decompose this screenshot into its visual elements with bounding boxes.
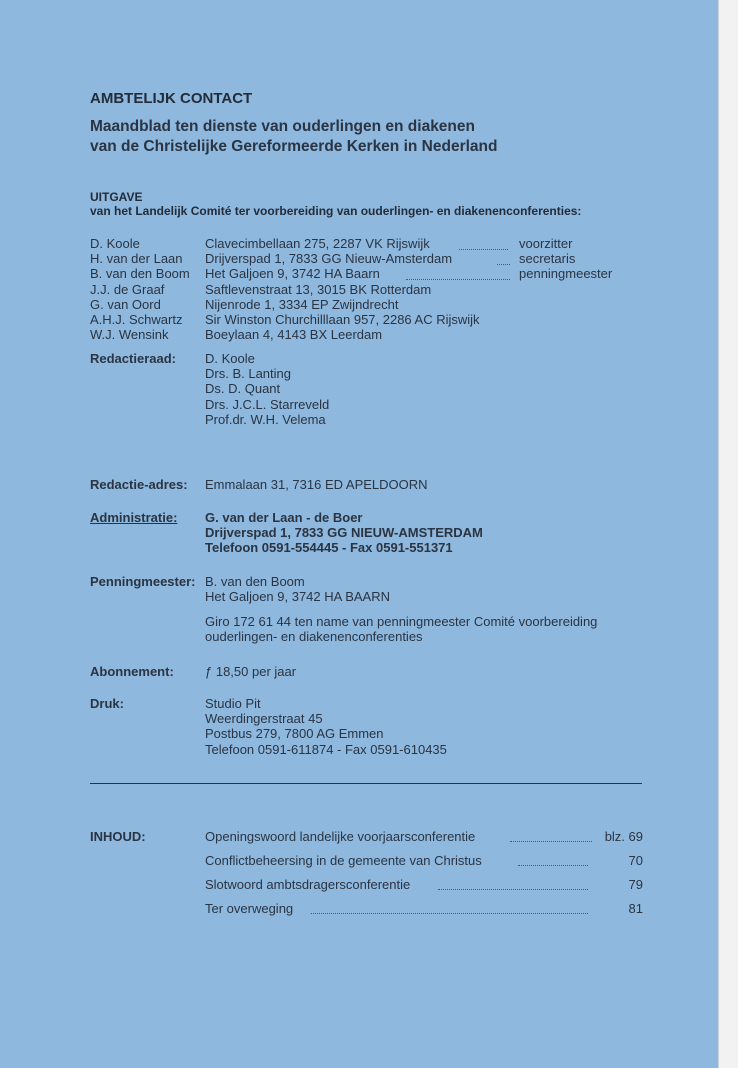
penningmeester-label: Penningmeester: bbox=[90, 574, 196, 589]
committee-address: Drijverspad 1, 7833 GG Nieuw-Amsterdam bbox=[205, 251, 453, 267]
committee-name: W.J. Wensink bbox=[90, 327, 169, 343]
committee-address: Saftlevenstraat 13, 3015 BK Rotterdam bbox=[205, 281, 432, 297]
uitgave-line: van het Landelijk Comité ter voorbereiding van ouderlingen- en diakenenconferenties: bbox=[90, 204, 582, 218]
redactieraad-label: Redactieraad: bbox=[90, 351, 176, 366]
giro-block bbox=[205, 614, 597, 644]
toc-title: Conflictbeheersing in de gemeente van Christus bbox=[205, 853, 482, 868]
abonnement-value: ƒ 18,50 per jaar bbox=[205, 664, 297, 679]
committee-address: Nijenrode 1, 3334 EP Zwijndrecht bbox=[205, 296, 399, 312]
dot-leader bbox=[518, 856, 588, 866]
committee-address: Clavecimbellaan 275, 2287 VK Rijswijk bbox=[205, 236, 430, 251]
giro-line-1: Giro 172 61 44 ten name van penningmeester Comité voorbereiding bbox=[205, 614, 598, 629]
toc-page: 81 bbox=[628, 901, 643, 916]
abonnement-label: Abonnement: bbox=[90, 664, 174, 679]
toc-page: 79 bbox=[628, 877, 643, 892]
committee-address: Boeylaan 4, 4143 BX Leerdam bbox=[205, 327, 383, 343]
administratie-name: G. van der Laan - de Boer bbox=[205, 510, 363, 525]
administratie-label: Administratie: bbox=[90, 510, 178, 525]
toc-title: Slotwoord ambtsdragersconferentie bbox=[205, 877, 411, 892]
dot-leader bbox=[459, 240, 508, 250]
committee-names bbox=[90, 236, 190, 342]
committee-role: voorzitter bbox=[519, 236, 573, 251]
subtitle-line-2: van de Christelijke Gereformeerde Kerken in Nederland bbox=[90, 138, 498, 155]
committee-name: H. van der Laan bbox=[90, 251, 183, 267]
dot-leader bbox=[497, 255, 510, 265]
committee-role: penningmeester bbox=[519, 266, 613, 282]
druk-line: Weerdingerstraat 45 bbox=[205, 711, 323, 727]
penningmeester-address: Het Galjoen 9, 3742 HA BAARN bbox=[205, 589, 390, 605]
committee-name: B. van den Boom bbox=[90, 266, 190, 282]
druk-label: Druk: bbox=[90, 696, 124, 711]
administratie-block bbox=[205, 510, 483, 556]
committee-name: A.H.J. Schwartz bbox=[90, 312, 183, 328]
committee-address: Sir Winston Churchilllaan 957, 2286 AC Rijswijk bbox=[205, 312, 480, 328]
divider-rule bbox=[90, 783, 642, 784]
dot-leader bbox=[311, 904, 588, 914]
editor-name: D. Koole bbox=[205, 351, 255, 366]
administratie-address: Drijverspad 1, 7833 GG NIEUW-AMSTERDAM bbox=[205, 525, 483, 541]
administratie-phone: Telefoon 0591-554445 - Fax 0591-551371 bbox=[205, 540, 453, 556]
editor-name: Prof.dr. W.H. Velema bbox=[205, 411, 326, 427]
editor-name: Drs. B. Lanting bbox=[205, 366, 291, 382]
toc-title: Openingswoord landelijke voorjaarsconferentie bbox=[205, 829, 476, 844]
druk-line: Studio Pit bbox=[205, 696, 261, 711]
giro-line-2: ouderlingen- en diakenenconferenties bbox=[205, 629, 423, 645]
penningmeester-name: B. van den Boom bbox=[205, 574, 305, 589]
committee-address: Het Galjoen 9, 3742 HA Baarn bbox=[205, 266, 380, 282]
subtitle-line-1: Maandblad ten dienste van ouderlingen en diakenen bbox=[90, 118, 475, 135]
redactieadres-label: Redactie-adres: bbox=[90, 477, 188, 492]
committee-name: G. van Oord bbox=[90, 296, 161, 312]
committee-name: J.J. de Graaf bbox=[90, 281, 165, 297]
editor-name: Ds. D. Quant bbox=[205, 381, 281, 397]
dot-leader bbox=[406, 270, 510, 280]
redactieraad-members bbox=[205, 351, 329, 427]
editor-name: Drs. J.C.L. Starreveld bbox=[205, 396, 330, 412]
dot-leader bbox=[510, 832, 592, 842]
toc-page: 70 bbox=[628, 853, 643, 868]
inhoud-label: INHOUD: bbox=[90, 829, 146, 844]
druk-block bbox=[205, 696, 447, 757]
dot-leader bbox=[438, 880, 588, 890]
committee-addresses bbox=[205, 236, 480, 342]
druk-line: Telefoon 0591-611874 - Fax 0591-610435 bbox=[205, 741, 447, 757]
toc-title: Ter overweging bbox=[205, 901, 294, 916]
committee-roles bbox=[519, 236, 612, 282]
redactieadres-value: Emmalaan 31, 7316 ED APELDOORN bbox=[205, 477, 428, 492]
committee-role: secretaris bbox=[519, 251, 576, 267]
toc-page: blz. 69 bbox=[604, 829, 643, 844]
druk-line: Postbus 279, 7800 AG Emmen bbox=[205, 726, 384, 742]
page-edge bbox=[718, 0, 738, 1068]
committee-name: D. Koole bbox=[90, 236, 140, 251]
penningmeester-block bbox=[205, 574, 390, 604]
uitgave-heading: UITGAVE bbox=[90, 190, 143, 204]
magazine-title: AMBTELIJK CONTACT bbox=[90, 90, 253, 107]
